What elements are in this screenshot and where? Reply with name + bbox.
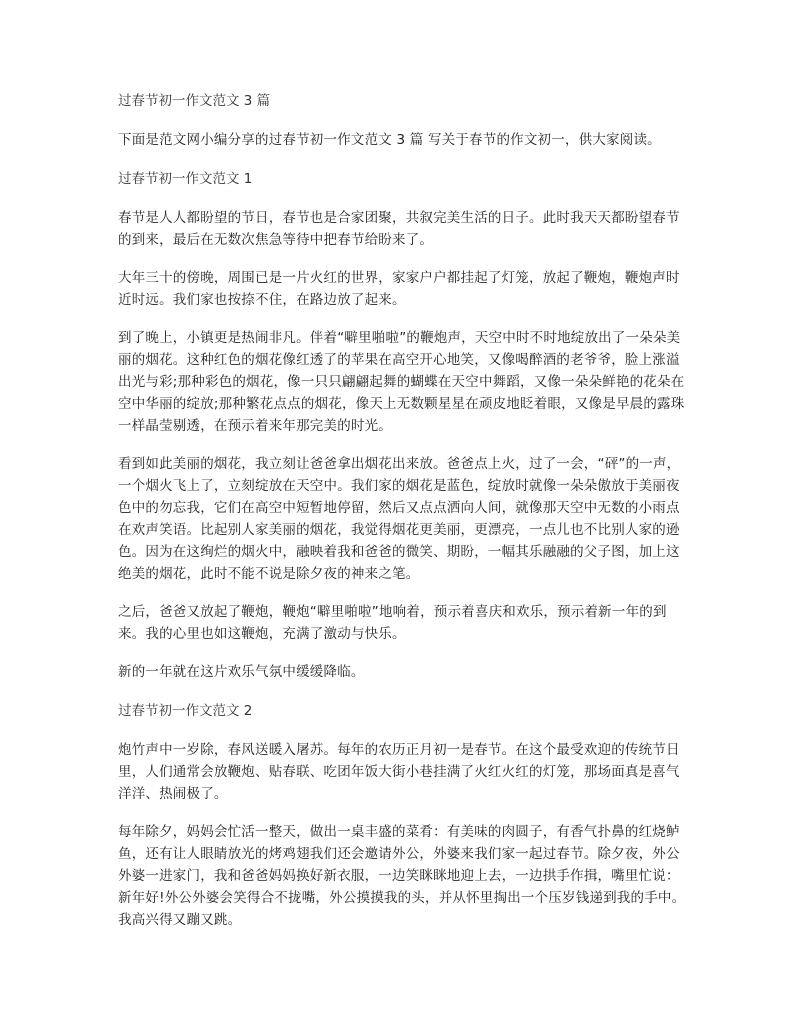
paragraph: 看到如此美丽的烟花，我立刻让爸爸拿出烟花出来放。爸爸点上火，过了一会，“砰”的一声，一个烟火飞上了，立刻绽放在天空中。我们家的烟花是蓝色，绽放时就像一朵朵傲放于美丽夜色中的勿忘我，它们在高空中短暂地停留，然后又点点洒向人间，就像那天空中无数的小雨点在欢声笑语。比起别人家美丽的烟花，我觉得烟花更美丽，更漂亮，一点儿也不比别人家的逊色。因为在这绚烂的烟火中，融映着我和爸爸的微笑、期盼，一幅其乐融融的父子图，加上这绝美的烟花，此时不能不说是除夕夜的神来之笔。 — [118, 456, 681, 582]
intro-paragraph: 下面是范文网小编分享的过春节初一作文范文 3 篇 写关于春节的作文初一，供大家阅读。 — [118, 132, 661, 148]
section-heading: 过春节初一作文范文 1 — [118, 171, 253, 187]
section-heading: 过春节初一作文范文 2 — [118, 703, 253, 719]
paragraph: 春节是人人都盼望的节日，春节也是合家团聚，共叙完美生活的日子。此时我天天都盼望春节的到来，最后在无数次焦急等待中把春节给盼来了。 — [118, 210, 680, 248]
document-title: 过春节初一作文范文 3 篇 — [118, 93, 271, 109]
paragraph: 之后，爸爸又放起了鞭炮，鞭炮“噼里啪啦”地响着，预示着喜庆和欢乐，预示着新一年的到来。我的心里也如这鞭炮，充满了激动与快乐。 — [118, 604, 667, 642]
paragraph: 每年除夕，妈妈会忙活一整天，做出一桌丰盛的菜肴：有美味的肉圆子，有香气扑鼻的红烧鲈鱼，还有让人眼睛放光的烤鸡翅我们还会邀请外公，外婆来我们家一起过春节。除夕夜，外公外婆一进家门，我和爸爸妈妈换好新衣服，一边笑眯眯地迎上去，一边拱手作揖，嘴里忙说：新年好!外公外婆会笑得合不拢嘴，外公摸摸我的头，并从怀里掏出一个压岁钱递到我的手中。我高兴得又蹦又跳。 — [118, 824, 686, 928]
paragraph: 新的一年就在这片欢乐气氛中缓缓降临。 — [118, 664, 365, 680]
document-body — [118, 90, 688, 931]
paragraph: 炮竹声中一岁除，春风送暖入屠苏。每年的农历正月初一是春节。在这个最受欢迎的传统节日里，人们通常会放鞭炮、贴春联、吃团年饭大街小巷挂满了火红火红的灯笼，那场面真是喜气洋洋、热闹极了。 — [118, 742, 680, 802]
paragraph: 大年三十的傍晚，周围已是一片火红的世界，家家户户都挂起了灯笼，放起了鞭炮，鞭炮声时近时远。我们家也按捺不住，在路边放了起来。 — [118, 270, 680, 308]
paragraph: 到了晚上，小镇更是热闹非凡。伴着“噼里啪啦”的鞭炮声，天空中时不时地绽放出了一朵朵美丽的烟花。这种红色的烟花像红透了的苹果在高空开心地笑，又像喝醉酒的老爷爷，脸上涨溢出光与彩;那种彩色的烟花，像一只只翩翩起舞的蝴蝶在天空中舞蹈，又像一朵朵鲜艳的花朵在空中华丽的绽放;那种繁花点点的烟花，像天上无数颗星星在顽皮地眨着眼，又像是早晨的露珠一样晶莹剔透，在预示着来年那完美的时光。 — [118, 330, 685, 434]
